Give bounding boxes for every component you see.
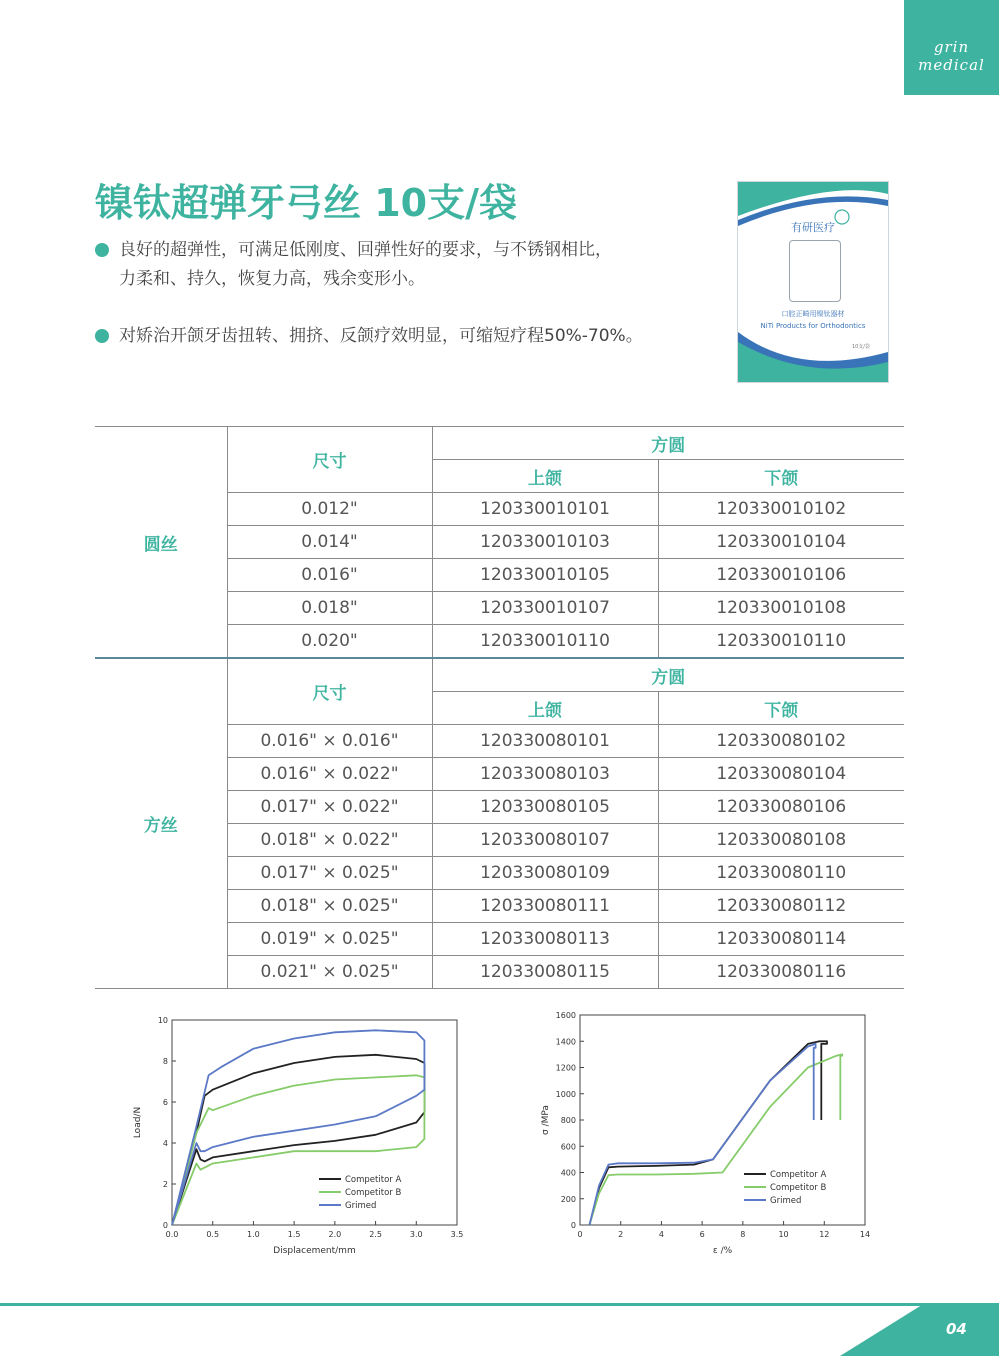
lower-code-cell: 120330010104 xyxy=(658,526,904,559)
page-number: 04 xyxy=(946,1320,967,1338)
lower-code-cell: 120330010110 xyxy=(658,625,904,658)
legend-label: Competitor B xyxy=(345,1188,402,1198)
round-wire-table xyxy=(95,426,904,658)
y-tick-label: 8 xyxy=(162,1057,168,1066)
y-tick-label: 600 xyxy=(560,1142,576,1152)
y-tick-label: 1200 xyxy=(555,1063,576,1073)
y-tick-label: 6 xyxy=(162,1098,168,1107)
size-cell: 0.016" × 0.022" xyxy=(227,758,432,791)
upper-code-cell: 120330010107 xyxy=(432,592,658,625)
x-tick-label: 2.5 xyxy=(369,1230,382,1239)
size-cell: 0.019" × 0.025" xyxy=(227,923,432,956)
lower-code-cell: 120330010108 xyxy=(658,592,904,625)
bullet-line: 对矫治开颌牙齿扭转、拥挤、反颌疗效明显，可缩短疗程50%-70%。 xyxy=(119,326,643,346)
size-cell: 0.017" × 0.022" xyxy=(227,791,432,824)
x-tick-label: 0.0 xyxy=(165,1230,179,1239)
size-cell: 0.017" × 0.025" xyxy=(227,857,432,890)
lower-code-cell: 120330080114 xyxy=(658,923,904,956)
lower-code-cell: 120330010106 xyxy=(658,559,904,592)
header-upper: 上颌 xyxy=(432,692,658,725)
legend-label: Competitor B xyxy=(770,1183,827,1193)
lower-code-cell: 120330080106 xyxy=(658,791,904,824)
size-cell: 0.018" × 0.025" xyxy=(227,890,432,923)
upper-code-cell: 120330080103 xyxy=(432,758,658,791)
x-tick-label: 4 xyxy=(658,1230,664,1239)
series-line xyxy=(172,1075,424,1225)
upper-code-cell: 120330080109 xyxy=(432,857,658,890)
upper-code-cell: 120330010101 xyxy=(432,493,658,526)
bullet-line: 力柔和、持久，恢复力高，残余变形小。 xyxy=(119,269,425,289)
brand-logo: grin medical xyxy=(918,38,985,74)
package-brand: 有研医疗 xyxy=(791,221,835,234)
y-tick-label: 0 xyxy=(570,1221,576,1230)
header-lower: 下颌 xyxy=(658,692,904,725)
legend-label: Grimed xyxy=(770,1196,802,1206)
lower-code-cell: 120330080104 xyxy=(658,758,904,791)
bullet-item xyxy=(95,322,735,351)
series-line xyxy=(172,1055,424,1225)
bullet-item xyxy=(95,236,695,294)
footer-corner-graphic xyxy=(840,1303,999,1356)
square-wire-table xyxy=(95,657,904,989)
upper-code-cell: 120330080115 xyxy=(432,956,658,989)
legend-label: Competitor A xyxy=(770,1170,827,1180)
header-lower: 下颌 xyxy=(658,460,904,493)
y-tick-label: 1400 xyxy=(555,1037,576,1047)
stress-strain-chart xyxy=(525,1005,875,1255)
size-cell: 0.016" xyxy=(227,559,432,592)
upper-code-cell: 120330080111 xyxy=(432,890,658,923)
plot-frame xyxy=(580,1015,865,1225)
brand-box xyxy=(904,0,999,95)
legend-label: Competitor A xyxy=(345,1175,402,1185)
lower-code-cell: 120330080102 xyxy=(658,725,904,758)
y-tick-label: 4 xyxy=(162,1139,168,1148)
lower-code-cell: 120330080116 xyxy=(658,956,904,989)
y-tick-label: 200 xyxy=(560,1194,576,1204)
upper-code-cell: 120330010103 xyxy=(432,526,658,559)
y-axis-label: σ /MPa xyxy=(541,1105,551,1135)
size-cell: 0.021" × 0.025" xyxy=(227,956,432,989)
product-package-image xyxy=(737,181,889,383)
package-count: 10支/袋 xyxy=(851,344,870,350)
category-round-wire: 圆丝 xyxy=(95,427,227,658)
x-tick-label: 0.5 xyxy=(206,1230,220,1239)
x-tick-label: 2 xyxy=(618,1230,624,1239)
upper-code-cell: 120330080105 xyxy=(432,791,658,824)
lower-code-cell: 120330080110 xyxy=(658,857,904,890)
y-tick-label: 0 xyxy=(162,1221,168,1230)
header-group: 方圆 xyxy=(432,427,904,460)
bullet-dot-icon xyxy=(95,329,109,343)
y-axis-label: Load/N xyxy=(133,1106,143,1139)
size-cell: 0.012" xyxy=(227,493,432,526)
y-tick-label: 400 xyxy=(560,1168,576,1178)
package-line-en: NiTi Products for Orthodontics xyxy=(760,322,866,330)
lower-code-cell: 120330010102 xyxy=(658,493,904,526)
y-tick-label: 2 xyxy=(162,1180,168,1189)
header-upper: 上颌 xyxy=(432,460,658,493)
load-displacement-chart xyxy=(125,1010,470,1260)
header-group: 方圆 xyxy=(432,658,904,692)
x-tick-label: 8 xyxy=(740,1230,746,1239)
x-tick-label: 6 xyxy=(699,1230,705,1239)
size-cell: 0.018" xyxy=(227,592,432,625)
category-square-wire: 方丝 xyxy=(95,658,227,989)
y-tick-label: 1600 xyxy=(555,1011,576,1020)
lower-code-cell: 120330080112 xyxy=(658,890,904,923)
x-axis-label: ε /% xyxy=(712,1246,733,1255)
size-cell: 0.016" × 0.016" xyxy=(227,725,432,758)
header-size: 尺寸 xyxy=(227,427,432,493)
bullet-line: 良好的超弹性，可满足低刚度、回弹性好的要求，与不锈钢相比， xyxy=(119,240,612,260)
y-tick-label: 10 xyxy=(157,1016,168,1025)
x-tick-label: 0 xyxy=(577,1230,583,1239)
package-window xyxy=(789,240,841,302)
upper-code-cell: 120330080107 xyxy=(432,824,658,857)
size-cell: 0.014" xyxy=(227,526,432,559)
lower-code-cell: 120330080108 xyxy=(658,824,904,857)
header-size: 尺寸 xyxy=(227,658,432,725)
y-tick-label: 1000 xyxy=(555,1089,576,1099)
legend-label: Grimed xyxy=(345,1201,377,1211)
upper-code-cell: 120330080101 xyxy=(432,725,658,758)
x-tick-label: 1.5 xyxy=(287,1230,301,1239)
package-line-cn: 口腔正畸用镍钛器材 xyxy=(781,310,845,318)
x-tick-label: 12 xyxy=(819,1230,830,1239)
x-tick-label: 3.0 xyxy=(409,1230,423,1239)
x-tick-label: 14 xyxy=(859,1230,871,1239)
series-line xyxy=(590,1054,843,1225)
x-tick-label: 10 xyxy=(778,1230,789,1239)
x-axis-label: Displacement/mm xyxy=(273,1246,356,1256)
upper-code-cell: 120330010110 xyxy=(432,625,658,658)
x-tick-label: 2.0 xyxy=(328,1230,342,1239)
y-tick-label: 800 xyxy=(560,1116,576,1125)
bullet-dot-icon xyxy=(95,243,109,257)
upper-code-cell: 120330080113 xyxy=(432,923,658,956)
size-cell: 0.018" × 0.022" xyxy=(227,824,432,857)
x-tick-label: 1.0 xyxy=(247,1230,260,1239)
page-title: 镍钛超弹牙弓丝 10支/袋 xyxy=(95,181,517,225)
size-cell: 0.020" xyxy=(227,625,432,658)
upper-code-cell: 120330010105 xyxy=(432,559,658,592)
x-tick-label: 3.5 xyxy=(450,1230,464,1239)
